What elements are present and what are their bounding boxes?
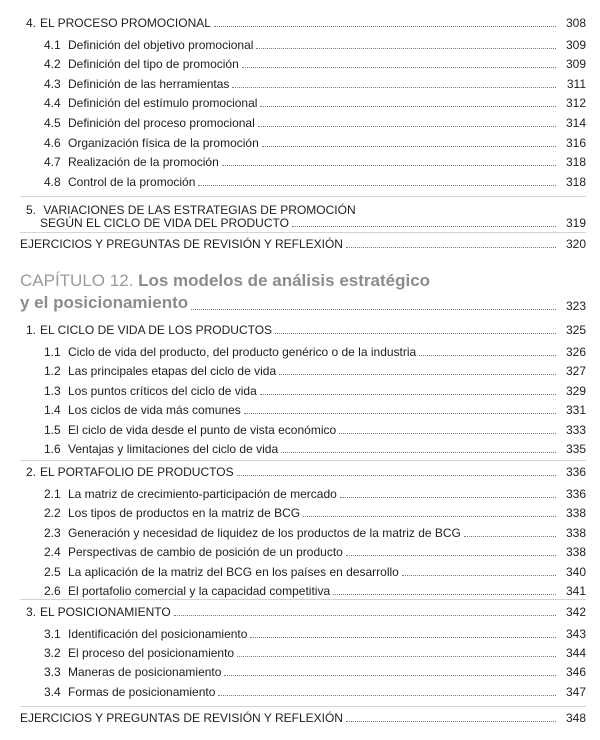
- toc-subentry[interactable]: [44, 384, 586, 398]
- dot-leader: [214, 26, 556, 27]
- toc-entry-title: El portafolio comercial y la capacidad competitiva: [68, 584, 331, 598]
- toc-entry-number: 4.: [26, 16, 37, 30]
- toc-page-number: 326: [565, 345, 586, 359]
- toc-subentry[interactable]: [44, 38, 586, 52]
- dot-leader: [250, 637, 556, 638]
- toc-entry-number: 3.: [26, 605, 37, 619]
- toc-subentry[interactable]: [44, 175, 586, 189]
- chapter-heading-line2[interactable]: [20, 293, 586, 313]
- toc-entry-title: EL POSICIONAMIENTO: [40, 605, 171, 619]
- toc-entry-exercises-1[interactable]: [20, 237, 586, 251]
- toc-entry-title: Realización de la promoción: [68, 155, 219, 169]
- toc-entry-title: Ventajas y limitaciones del ciclo de vida: [68, 442, 279, 456]
- toc-page-number: 319: [565, 216, 586, 230]
- toc-entry-title: Definición de las herramientas: [68, 77, 230, 91]
- separator-rule: [20, 706, 586, 707]
- toc-entry-title: El ciclo de vida desde el punto de vista económico: [68, 423, 337, 437]
- toc-subentry[interactable]: [44, 345, 586, 359]
- toc-page-number: 342: [565, 605, 586, 619]
- dot-leader: [333, 594, 556, 595]
- toc-page-number: 338: [565, 545, 586, 559]
- toc-page-number: 336: [565, 465, 586, 479]
- toc-page-number: 341: [565, 584, 586, 598]
- toc-page-number: 340: [565, 565, 586, 579]
- toc-subentry[interactable]: [44, 685, 586, 699]
- toc-page-number: 333: [565, 423, 586, 437]
- toc-entry-number: 4.4: [44, 96, 61, 110]
- toc-page-number: 311: [566, 77, 586, 91]
- toc-page-number: 336: [565, 487, 586, 501]
- toc-page-number: 343: [565, 627, 586, 641]
- dot-leader: [198, 185, 556, 186]
- toc-subentry[interactable]: [44, 77, 586, 91]
- toc-subentry[interactable]: [44, 545, 586, 559]
- toc-subentry[interactable]: [44, 565, 586, 579]
- toc-page-number: 347: [565, 685, 586, 699]
- chapter-label: CAPÍTULO 12.: [20, 271, 134, 290]
- dot-leader: [237, 656, 556, 657]
- dot-leader: [346, 721, 556, 722]
- toc-entry-title: EJERCICIOS Y PREGUNTAS DE REVISIÓN Y REFLEXIÓN: [20, 237, 343, 251]
- chapter-page-number: 323: [565, 299, 586, 313]
- toc-entry[interactable]: [26, 16, 586, 30]
- toc-entry-number: 1.1: [44, 345, 61, 359]
- toc-entry[interactable]: [26, 465, 586, 479]
- dot-leader: [174, 615, 556, 616]
- toc-entry-number: 3.3: [44, 665, 61, 679]
- toc-subentry[interactable]: [44, 155, 586, 169]
- toc-entry-number: 1.3: [44, 384, 61, 398]
- dot-leader: [346, 555, 556, 556]
- toc-page-number: 344: [565, 646, 586, 660]
- toc-entry-number: 4.2: [44, 57, 61, 71]
- toc-page-number: 348: [565, 711, 586, 725]
- toc-page-number: 318: [565, 175, 586, 189]
- toc-entry-number: 5.: [26, 203, 37, 217]
- toc-entry-title: Las principales etapas del ciclo de vida: [68, 364, 277, 378]
- toc-entry-title: Definición del objetivo promocional: [68, 38, 254, 52]
- dot-leader: [244, 413, 556, 414]
- dot-leader: [346, 247, 556, 248]
- toc-entry-number: 1.2: [44, 364, 61, 378]
- dot-leader: [340, 497, 556, 498]
- dot-leader: [262, 146, 556, 147]
- toc-entry-number: 2.4: [44, 545, 61, 559]
- toc-entry-title: SEGÚN EL CICLO DE VIDA DEL PRODUCTO: [40, 216, 289, 230]
- toc-entry-number: 2.2: [44, 506, 61, 520]
- toc-entry-title: Identificación del posicionamiento: [68, 627, 248, 641]
- toc-entry-number: 3.4: [44, 685, 61, 699]
- dot-leader: [281, 452, 556, 453]
- toc-entry-number: 1.6: [44, 442, 61, 456]
- toc-entry-number: 4.1: [44, 38, 61, 52]
- toc-entry-number: 1.: [26, 323, 37, 337]
- dot-leader: [224, 675, 556, 676]
- toc-page-number: 308: [565, 16, 586, 30]
- toc-entry-title: La matriz de crecimiento-participación de mercado: [68, 487, 337, 501]
- toc-page-number: 325: [565, 323, 586, 337]
- toc-subentry[interactable]: [44, 584, 586, 598]
- dot-leader: [191, 309, 556, 310]
- toc-subentry[interactable]: [44, 116, 586, 130]
- toc-entry-title: Los tipos de productos en la matriz de BCG: [68, 506, 301, 520]
- chapter-title-line2: y el posicionamiento: [20, 293, 189, 312]
- toc-subentry[interactable]: [44, 403, 586, 417]
- toc-subentry[interactable]: [44, 646, 586, 660]
- toc-entry-title: Los puntos críticos del ciclo de vida: [68, 384, 257, 398]
- chapter-heading-line1: [20, 271, 430, 291]
- toc-page-number: 309: [565, 57, 586, 71]
- toc-entry-title: El proceso del posicionamiento: [68, 646, 235, 660]
- toc-entry-number: 2.5: [44, 565, 61, 579]
- toc-page-number: 338: [565, 526, 586, 540]
- toc-page-number: 331: [565, 403, 586, 417]
- dot-leader: [339, 433, 556, 434]
- toc-entry-number: 2.3: [44, 526, 61, 540]
- toc-page-number: 309: [565, 38, 586, 52]
- toc-entry-title: EL CICLO DE VIDA DE LOS PRODUCTOS: [40, 323, 273, 337]
- toc-page-number: 327: [565, 364, 586, 378]
- toc-entry-title: EJERCICIOS Y PREGUNTAS DE REVISIÓN Y REFLEXIÓN: [20, 711, 343, 725]
- toc-page-number: 346: [565, 665, 586, 679]
- toc-subentry[interactable]: [44, 96, 586, 110]
- toc-entry[interactable]: [26, 323, 586, 337]
- dot-leader: [242, 67, 556, 68]
- toc-entry-title: Definición del proceso promocional: [68, 116, 255, 130]
- toc-subentry[interactable]: [44, 526, 586, 540]
- toc-entry-title: EL PROCESO PROMOCIONAL: [40, 16, 211, 30]
- toc-subentry[interactable]: [44, 442, 586, 456]
- toc-subentry[interactable]: [44, 506, 586, 520]
- toc-entry-title: Maneras de posicionamiento: [68, 665, 222, 679]
- toc-page-number: 320: [565, 237, 586, 251]
- toc-entry-title: EL PORTAFOLIO DE PRODUCTOS: [40, 465, 234, 479]
- toc-entry-title: Organización física de la promoción: [68, 136, 259, 150]
- dot-leader: [237, 475, 556, 476]
- separator-rule: [20, 232, 586, 233]
- dot-leader: [275, 333, 556, 334]
- dot-leader: [402, 575, 556, 576]
- dot-leader: [260, 106, 556, 107]
- toc-entry-number: 2.: [26, 465, 37, 479]
- toc-page-number: 329: [565, 384, 586, 398]
- separator-rule: [20, 460, 586, 461]
- toc-entry-number: 4.3: [44, 77, 61, 91]
- toc-subentry[interactable]: [44, 364, 586, 378]
- dot-leader: [218, 695, 556, 696]
- toc-entry-title: Definición del estímulo promocional: [68, 96, 258, 110]
- toc-subentry[interactable]: [44, 57, 586, 71]
- toc-entry-number: 1.4: [44, 403, 61, 417]
- toc-entry-title: VARIACIONES DE LAS ESTRATEGIAS DE PROMOCIÓN: [43, 203, 356, 217]
- toc-entry-exercises-2[interactable]: [20, 711, 586, 725]
- toc-entry[interactable]: [26, 605, 586, 619]
- toc-entry-number: 4.5: [44, 116, 61, 130]
- toc-entry-number: 1.5: [44, 423, 61, 437]
- dot-leader: [419, 355, 556, 356]
- toc-entry-5-line2[interactable]: [40, 216, 586, 230]
- toc-page-number: 318: [565, 155, 586, 169]
- dot-leader: [256, 48, 556, 49]
- toc-entry-number: 2.6: [44, 584, 61, 598]
- toc-entry-title: La aplicación de la matriz del BCG en los países en desarrollo: [68, 565, 399, 579]
- dot-leader: [260, 394, 556, 395]
- toc-entry-title: Control de la promoción: [68, 175, 196, 189]
- toc-page-number: 335: [565, 442, 586, 456]
- toc-entry-number: 4.7: [44, 155, 61, 169]
- toc-entry-title: Generación y necesidad de liquidez de los productos de la matriz de BCG: [68, 526, 461, 540]
- toc-entry-number: 2.1: [44, 487, 61, 501]
- toc-page-number: 338: [565, 506, 586, 520]
- toc-entry-title: Los ciclos de vida más comunes: [68, 403, 241, 417]
- toc-entry-number: 3.2: [44, 646, 61, 660]
- dot-leader: [464, 536, 556, 537]
- toc-entry-number: 4.8: [44, 175, 61, 189]
- toc-subentry[interactable]: [44, 487, 586, 501]
- separator-rule: [20, 196, 586, 197]
- dot-leader: [279, 374, 556, 375]
- toc-entry-title: Definición del tipo de promoción: [68, 57, 239, 71]
- toc-entry-number: 4.6: [44, 136, 61, 150]
- dot-leader: [222, 165, 556, 166]
- chapter-title-line1: Los modelos de análisis estratégico: [138, 271, 431, 290]
- dot-leader: [258, 126, 556, 127]
- toc-entry-title: Ciclo de vida del producto, del producto genérico o de la industria: [68, 345, 417, 359]
- dot-leader: [292, 226, 556, 227]
- toc-subentry[interactable]: [44, 665, 586, 679]
- toc-entry-5-line1: [26, 203, 356, 217]
- toc-page-number: 312: [565, 96, 586, 110]
- toc-subentry[interactable]: [44, 423, 586, 437]
- toc-subentry[interactable]: [44, 136, 586, 150]
- dot-leader: [303, 516, 556, 517]
- separator-rule: [20, 599, 586, 600]
- toc-entry-title: Perspectivas de cambio de posición de un producto: [68, 545, 343, 559]
- dot-leader: [232, 87, 556, 88]
- toc-entry-number: 3.1: [44, 627, 61, 641]
- toc-entry-title: Formas de posicionamiento: [68, 685, 216, 699]
- toc-page-number: 316: [565, 136, 586, 150]
- toc-page-number: 314: [565, 116, 586, 130]
- toc-subentry[interactable]: [44, 627, 586, 641]
